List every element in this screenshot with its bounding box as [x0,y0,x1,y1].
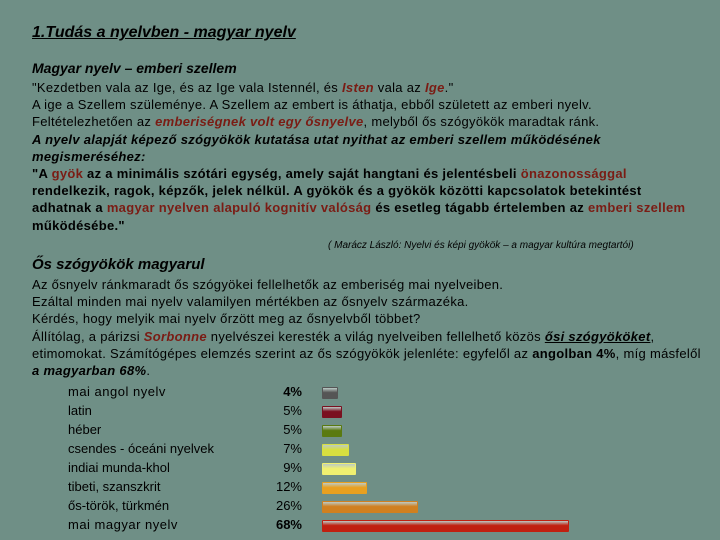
percent-label: 26% [275,498,302,513]
bar [322,463,356,475]
section-heading-1: Magyar nyelv – emberi szellem [32,60,237,76]
roots-paragraph: Az ősnyelv ránkmaradt ős szógyökei fellelhetők az emberiség mai nyelveiben. Ezáltal minden mai nyelv valamilyen mértékben az ősnyelv származéka. Kérdés, hogy melyik mai nyelv őrzött meg az ősnyelvből többet? Állítólag, a párizsi Sorbonne nyelvészei keresték a világ nyelveiben fellelhető közös ősi szógyököket, etimomokat. Számítógépes elemzés szerint az ős szógyökök jelenléte: egyfelől az angolban 4%, míg másfelől a magyarban 68%. [32,277,701,379]
bar [322,501,418,513]
language-label: indiai munda-khol [68,460,170,475]
citation: ( Marácz László: Nyelvi és képi gyökök – a magyar kultúra megtartói) [328,240,634,251]
percent-label: 7% [283,441,302,456]
language-label: mai magyar nyelv [68,517,178,532]
language-label: héber [68,422,102,437]
section-heading-2: Ős szógyökök magyarul [32,256,205,273]
percent-label: 5% [283,403,302,418]
bar [322,425,342,437]
bar [322,387,338,399]
quote-paragraph: "Kezdetben vala az Ige, és az Ige vala Istennél, és Isten vala az Ige." A ige a Szellem szüleménye. A Szellem az embert is áthatja, ebből született az emberi nyelv. Feltételezhetően az emberiségnek volt egy ősnyelve, melyből ős szógyökök maradtak ránk. A nyelv alapját képező szógyökök kutatása utat nyithat az emberi szellem működésének megismeréséhez: "A gyök az a minimális szótári egység, amely saját hangtani és jelentésbeli önazonossággal rendelkezik, ragok, képzők, jelek nélkül. A gyökök és a gyökök közötti kapcsolatok betekintést adhatnak a magyar nyelven alapuló kognitív valóság és esetleg tágabb értelemben az emberi szellem működésébe." [32,80,686,233]
bar [322,444,349,456]
percent-label: 9% [283,460,302,475]
slide-title: 1.Tudás a nyelvben - magyar nyelv [32,24,296,41]
percent-label: 12% [275,479,302,494]
bar [322,482,367,494]
language-label: tibeti, szanszkrit [68,479,161,494]
language-label: csendes - óceáni nyelvek [68,441,214,456]
bar [322,406,342,418]
percent-label: 68% [275,517,302,532]
percent-label: 5% [283,422,302,437]
language-label: ős-török, türkmén [68,498,170,513]
language-label: latin [68,403,92,418]
bar [322,520,569,532]
bar-chart [318,382,718,532]
language-label: mai angol nyelv [68,384,166,399]
percent-label: 4% [283,384,302,399]
